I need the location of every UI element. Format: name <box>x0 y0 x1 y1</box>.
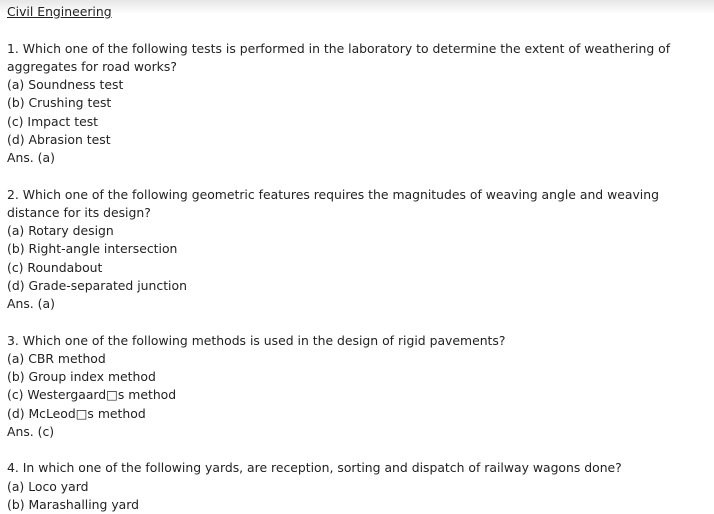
answer-option: (c) Roundabout <box>7 259 714 277</box>
question-block <box>7 332 714 442</box>
answer-option: (a) Rotary design <box>7 222 714 240</box>
answer-option: (a) Loco yard <box>7 478 714 496</box>
spacer <box>7 441 714 459</box>
question-block <box>7 186 714 314</box>
spacer <box>7 21 714 39</box>
question-text: 2. Which one of the following geometric features requires the magnitudes of weaving angle and weaving distance for its design? <box>7 186 713 223</box>
answer-option: (d) McLeod□s method <box>7 405 714 423</box>
question-text: 3. Which one of the following methods is used in the design of rigid pavements? <box>7 332 713 350</box>
answer-option: (a) CBR method <box>7 350 714 368</box>
spacer <box>7 313 714 331</box>
answer-key: Ans. (c) <box>7 423 714 441</box>
answer-key: Ans. (a) <box>7 295 714 313</box>
question-list <box>7 40 714 514</box>
answer-key: Ans. (a) <box>7 149 714 167</box>
answer-option: (b) Marashalling yard <box>7 496 714 514</box>
answer-option: (d) Abrasion test <box>7 131 714 149</box>
question-text: 4. In which one of the following yards, are reception, sorting and dispatch of railway wagons done? <box>7 459 713 477</box>
answer-option: (b) Right-angle intersection <box>7 240 714 258</box>
category-link[interactable]: Civil Engineering <box>7 4 112 19</box>
answer-option: (b) Crushing test <box>7 94 714 112</box>
answer-option: (c) Westergaard□s method <box>7 386 714 404</box>
answer-option: (d) Grade-separated junction <box>7 277 714 295</box>
question-text: 1. Which one of the following tests is performed in the laboratory to determine the extent of weathering of aggregates for road works? <box>7 40 713 77</box>
spacer <box>7 167 714 185</box>
answer-option: (b) Group index method <box>7 368 714 386</box>
answer-option: (c) Impact test <box>7 113 714 131</box>
answer-option: (a) Soundness test <box>7 76 714 94</box>
question-block <box>7 40 714 168</box>
question-block <box>7 459 714 514</box>
